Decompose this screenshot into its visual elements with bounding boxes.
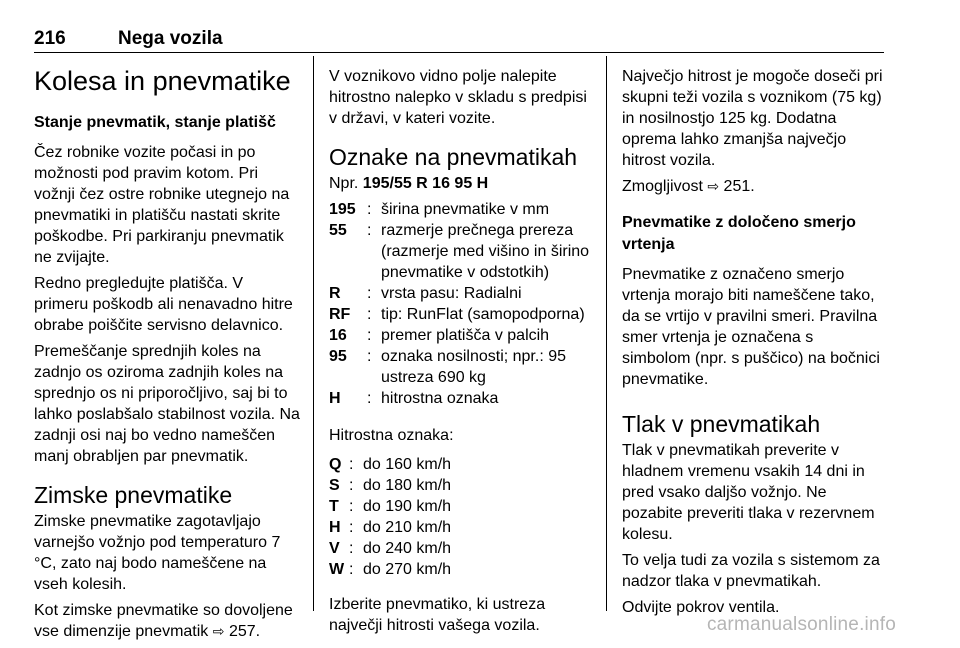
marking-row-key: 195 [329,201,356,218]
marking-row-colon: : [367,327,372,344]
page-reference-number[interactable]: 257. [228,623,261,640]
page-reference-number[interactable]: 251. [723,178,755,195]
column-1 [34,56,300,648]
page-title: Kolesa in pnevmatike [34,66,291,96]
column-divider-2 [606,56,607,611]
page-reference-arrow-icon[interactable]: ⇨ [707,179,720,195]
speed-row-colon: : [349,540,354,557]
paragraph-performance-ref [622,176,886,198]
speed-row-description: do 190 km/h [363,498,452,515]
speed-row-description: do 160 km/h [363,456,452,473]
speed-row-key: Q [329,456,342,473]
section-heading-tire-pressure: Tlak v pnevmatikah [622,411,821,437]
speed-row [329,538,451,559]
speed-row-colon: : [349,456,354,473]
speed-row [329,496,451,517]
marking-row-key: 55 [329,222,347,239]
speed-row [329,475,451,496]
speed-row-key: H [329,519,341,536]
marking-row-description: hitrostna oznaka [381,390,499,407]
section-heading-tire-markings: Oznake na pnevmatikah [329,144,578,170]
page-number: 216 [34,28,66,49]
marking-row-colon: : [367,390,372,407]
marking-row-key: 16 [329,327,347,344]
paragraph-directional: Pnevmatike z označeno smerjo vrtenja morajo biti nameščene tako, da se vrtijo v pravilni smeri. Pravilna smer vrtenja je označena s simbolom (npr. s puščico) na bočnici pnevmatike. [622,266,880,388]
marking-row-key: RF [329,306,351,323]
marking-row-description: širina pnevmatike v mm [381,201,550,218]
marking-row-description: premer platišča v palcih [381,327,550,344]
paragraph-curbs: Čez robnike vozite počasi in po možnosti pod pravim kotom. Pri vožnji čez ostre robnike utegnejo na pnevmatiki in platišču nastati skrite poškodbe. Pri parkiranju pnevmatik ne zvijajte. [34,144,290,266]
paragraph-pressure-2: To velja tudi za vozila s sistemom za nadzor tlaka v pnevmatikah. [622,552,880,590]
paragraph-winter-2 [34,600,300,643]
marking-row [329,304,591,325]
paragraph-choose-tire: Izberite pnevmatiko, ki ustreza največji hitrosti vašega vozila. [329,596,546,634]
speed-row [329,517,451,538]
marking-row-colon: : [367,348,372,365]
column-3 [622,56,886,623]
header-rule [34,52,884,53]
marking-row [329,388,591,409]
speed-row-key: T [329,498,339,515]
marking-row-colon: : [367,306,372,323]
marking-row-colon: : [367,201,372,218]
marking-row [329,199,591,220]
speed-row [329,454,451,475]
marking-row-key: R [329,285,341,302]
speed-row-description: do 210 km/h [363,519,452,536]
speed-row-key: V [329,540,340,557]
page-reference-arrow-icon[interactable]: ⇨ [212,624,225,640]
speed-row-description: do 240 km/h [363,540,452,557]
paragraph-rotation: Premeščanje sprednjih koles na zadnjo os oziroma zadnjih koles na sprednjo os ni priporočljivo, saj bi to lahko poslabšalo stabilnost vozila. Na zadnji osi naj bo vedno nameščen manj obrabljen par pnevmatik. [34,343,300,465]
speed-row-key: W [329,561,345,578]
marking-row [329,346,591,388]
marking-row [329,325,591,346]
paragraph-valve-cap: Odvijte pokrov ventila. [622,599,780,616]
speed-rating-table [329,454,451,580]
paragraph-winter-1: Zimske pnevmatike zagotavljajo varnejšo vožnjo pod temperaturo 7 °C, zato naj bodo nameščene na vseh kolesih. [34,513,281,593]
speed-row-colon: : [349,477,354,494]
speed-row-colon: : [349,561,354,578]
marking-row-key: 95 [329,348,347,365]
marking-row-colon: : [367,285,372,302]
paragraph-max-speed: Največjo hitrost je mogoče doseči pri skupni teži vozila s voznikom (75 kg) in nosilnostjo 125 kg. Dodatna oprema lahko zmanjša največjo hitrost vozila. [622,68,883,169]
tire-code-example [329,173,591,194]
winter-text: Kot zimske pnevmatike so dovoljene vse dimenzije pnevmatik [34,602,293,640]
speed-row-key: S [329,477,340,494]
marking-row-colon: : [367,222,372,239]
page-header [34,16,884,52]
marking-row [329,283,591,304]
marking-row-description: oznaka nosilnosti; npr.: 95 ustreza 690 kg [381,348,567,386]
speed-row-colon: : [349,498,354,515]
marking-row-description: tip: RunFlat (samopodporna) [381,306,585,323]
speed-rating-heading: Hitrostna oznaka: [329,427,454,444]
example-code: 195/55 R 16 95 H [362,175,489,192]
paragraph-rims: Redno pregledujte platišča. V primeru poškodb ali nenavadno hitre obrabe poiščite servisno delavnico. [34,275,293,334]
marking-row [329,220,591,283]
speed-row-description: do 180 km/h [363,477,452,494]
paragraph-speed-sticker: V voznikovo vidno polje nalepite hitrostno nalepko v skladu s predpisi v državi, v kateri vozite. [329,68,587,127]
marking-row-key: H [329,390,341,407]
performance-text: Zmogljivost [622,178,708,195]
chapter-title: Nega vozila [118,28,223,49]
column-2 [329,56,591,641]
section-heading-winter-tires: Zimske pnevmatike [34,482,233,508]
marking-row-description: razmerje prečnega prereza (razmerje med višino in širino pnevmatike v odstotkih) [381,222,590,281]
subsection-heading-directional-tires: Pnevmatike z določeno smerjo vrtenja [622,214,856,253]
tire-markings-table [329,199,591,409]
marking-row-description: vrsta pasu: Radialni [381,285,522,302]
speed-row-colon: : [349,519,354,536]
paragraph-pressure-1: Tlak v pnevmatikah preverite v hladnem vremenu vsakih 14 dni in pred vsako daljšo vožnjo. Ne pozabite preveriti tlaka v rezervnem kolesu. [622,442,875,543]
speed-row [329,559,451,580]
speed-row-description: do 270 km/h [363,561,452,578]
section-heading-tire-condition: Stanje pnevmatik, stanje platišč [34,114,276,131]
watermark: carmanualsonline.info [706,614,896,635]
column-divider-1 [313,56,314,611]
example-label: Npr. [329,175,363,192]
